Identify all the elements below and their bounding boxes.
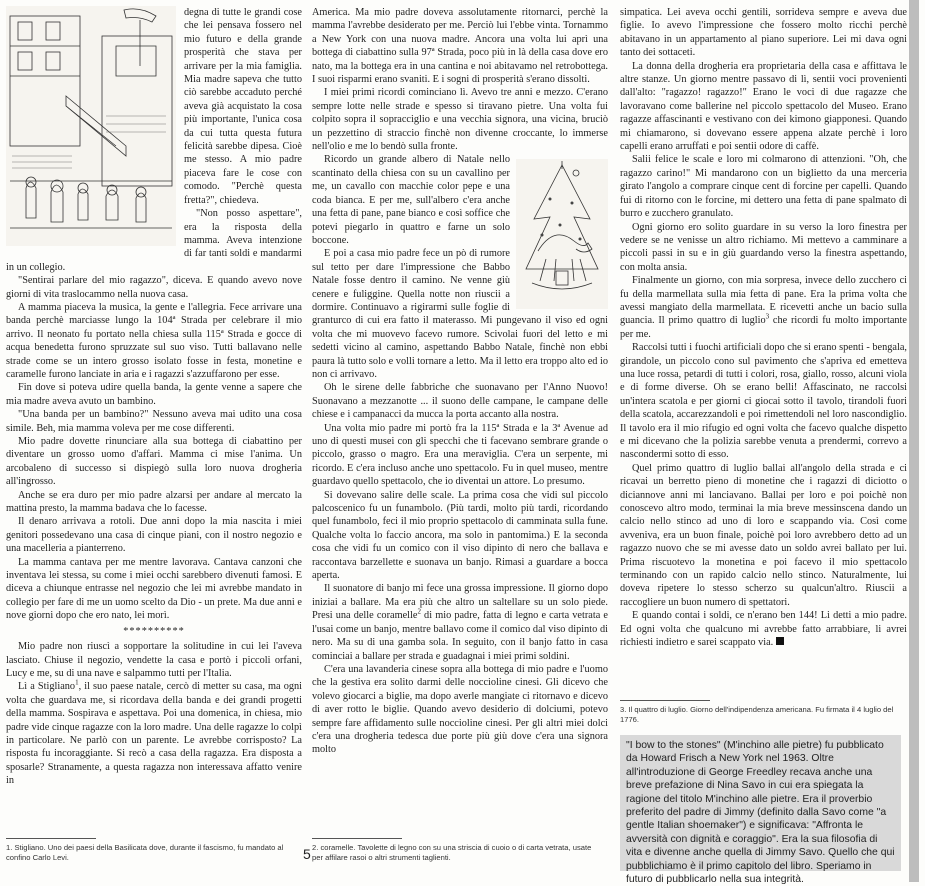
paragraph-text: che ricordi fu molto importante per me. xyxy=(620,315,907,340)
footnote-rule xyxy=(312,838,402,839)
paragraph-text: , il suo paese natale, cercò di metter su casa, ma ogni volta che guardava me, si ricordava della banda e dei grandi progetti della mamma. Sospirava e aspettava. Poi una domenica, in chiesa, mio padre vide cinque ragazze con la loro madre. Una delle ragazze lo colpì in particolare. Ne parlò con un parente. Le avrebbe corrisposto? La risposta fu incoraggiante. Si recò a casa della ragazza. Era disposta a sposarle? Stranamente, a questa ragazza non interessava affatto venire in xyxy=(6,681,302,787)
paragraph xyxy=(312,582,608,662)
footnote-ref: 1 xyxy=(75,678,79,687)
paragraph xyxy=(620,274,907,341)
footnote-2: 2. coramelle. Tavolette di legno con su una striscia di cuoio o di carta vetrata, usate per affilare rasoi o altri strumenti taglienti. xyxy=(312,843,592,862)
section-separator: ********** xyxy=(123,625,185,637)
paragraph: C'era una lavanderia cinese sopra alla bottega di mio padre e l'uomo che la gestiva era solito darmi delle noccioline cinesi. Gli dicevo che volevo giocarci a biglie, ma dopo averle mangiate ci ritornavo e dicevo di aver rotto le biglie. Quando avevo desiderio di dolciumi, potevo sempre fare affidamento sulle noccioline cinesi. Per gli altri miei dolci c'era una drogheria tedesca due porte più giù dove c'era una signora molto xyxy=(312,663,608,756)
page-number-left: 5 xyxy=(303,846,311,862)
column-1 xyxy=(6,6,302,788)
paragraph: "Una banda per un bambino?" Nessuno aveva mai udito una cosa simile. Beh, mia mamma voleva per me cose differenti. xyxy=(6,409,302,434)
book-info-text: "I bow to the stones" (M'inchino alle pietre) fu pubblicato da Howard Frisch a New York nel 1963. Oltre all'introduzione di George Freedley recava anche una breve prefazione di Nina Savo in cui era spiegata la ragione del titolo M'inchino alle pietre. Era il proverbio preferito del padre di Jimmy (definito dalla Savo come "a gentle Italian shoemaker") e significava: "Affronta le avversità con dignità e coraggio". Era la sua filosofia di vita e divenne anche quella di Jimmy Savo. Quello che qui pubblichiamo è il primo capitolo del libro. Speriamo in futuro di pubblicarlo nella sua integrità. xyxy=(626,740,895,886)
christmas-tree-rocking-horse-illustration xyxy=(516,159,608,309)
paragraph: degna di tutte le grandi cose che lei pensava fossero nel mio futuro e della grande prosperità che stava per arrivare per la mia famiglia. Mia madre sapeva che tutto ciò sarebbe accaduto perché aveva già acquistato la cosa più importante, l'unica cosa da cui tutta questa futura felicità sarebbe dipesa. Cioè me stesso. A mio padre piaceva fare le cose con comodo. "Perchè questa fretta?", chiedeva. xyxy=(184,7,302,206)
column-3 xyxy=(620,6,907,650)
footnote-rule xyxy=(6,838,96,839)
paragraph: Una volta mio padre mi portò fra la 115ª Strada e la 3ª Avenue ad uno di questi musei con gli specchi che ti facevano sembrare grande o piccolo, grasso o magro. Era una meraviglia. C'era un serpente, mi ricordo. E c'era incluso anche uno spettacolo. Fu in quel museo, mentre guardavo quello spettacolo, che io diventai un attore. Lo presumo. xyxy=(312,422,608,488)
paragraph xyxy=(620,609,907,649)
paragraph-text: Il suonatore di banjo mi fece una grossa impressione. Il giorno dopo iniziai a ballare. Ma era più che altro un saltellare su un solo piede. Presi una delle coramelle xyxy=(312,583,608,622)
paragraph-text: di mio padre, fatta di legno e carta vetrata e l'usai come un banjo, mentre ballavo come il comico dal viso dipinto di nero. Ma su di una gamba sola. In seguito, con il banjo fatto in casa cominciai a ballare per strada e guadagnai i miei primi soldini. xyxy=(312,610,608,662)
paragraph: America. Ma mio padre doveva assolutamente ritornarci, perchè la mamma l'avrebbe desiderato per me. Perciò lui l'ebbe vinta. Tornammo a New York con una nuova madre. Ancora una volta lui aprì una bottega di ciabattino sulla 97ª Strada, poco più in là della casa dove ero nato, ma la bottega era in una cantina e noi abitavamo nel retrobottega. I suoi risparmi erano svaniti. E i sogni di prosperità s'erano dissolti. xyxy=(312,7,608,86)
paragraph: simpatica. Lei aveva occhi gentili, sorrideva sempre e aveva due figlie. Io avevo l'impressione che fossero molto ricchi perchè abitavano in un appartamento al piano superiore. Lei mi dava ogni tanto dei sottaceti. xyxy=(620,7,907,59)
book-info-box xyxy=(620,735,901,886)
paragraph-text: Finalmente un giorno, con mia sorpresa, invece dello zucchero ci fu della marmellata sulla mia fetta di pane. Era la prima volta che avessi mangiato della marmellata. E ricevetti anche un bacio sulla guancia. Il primo quattro di luglio xyxy=(620,275,907,327)
paragraph: Ricordo un grande albero di Natale nello scantinato della chiesa con su un cavallino per me, un cavallo con macchie color pepe e una coda bianca. E per me, sull'albero c'era anche una fetta di pane, pane bianco e così soffice che potevi piegarlo in quattro e farne un solo boccone. xyxy=(312,154,510,246)
footnote-rule xyxy=(620,700,710,701)
paragraph: La mamma cantava per me mentre lavorava. Cantava canzoni che inventava lei stessa, su come i miei occhi sarebbero divenuti famosi. E diceva a chiunque entrasse nel negozio che lei mi avrebbe mandato in collegio per fare di me un uomo scelto da Dio - un prete. Ma due anni e nove giorni dopo che ero nato, lei morì. xyxy=(6,556,302,622)
paragraph xyxy=(6,680,302,787)
paragraph: Salii felice le scale e loro mi colmarono di attenzioni. "Oh, che ragazzo carino!" Mi mandarono con un biglietto da una merceria girato l'angolo a comprare cinque cent di forcine per capelli. Quando fui di ritorno con le forcine, mi dettero una fetta di pane spalmato di burro e zucchero granulato. xyxy=(620,154,907,220)
paragraph: Oh le sirene delle fabbriche che suonavano per l'Anno Nuovo! Suonavano a mezzanotte ... il suono delle campane, le campane delle chiese e i campanacci da mucca la porta accanto alla nostra. xyxy=(312,382,608,421)
paragraph: Mio padre non riuscì a sopportare la solitudine in cui lei l'aveva lasciato. Chiuse il negozio, vendette la casa e portò i piccoli orfani, Lucy e me, su di una nave e salpammo tutti per l'Italia. xyxy=(6,641,302,679)
paragraph: A mamma piaceva la musica, la gente e l'allegria. Fece arrivare una banda perchè marciasse lungo la 104ª Strada per celebrare il mio arrivo. Il neonato fu portato nella chiesa sulla 115ª Strada e gocce di acqua benedetta furono spruzzate sul suo viso. Tutti ballavano nelle strade come se un intero grosso isolato fosse in festa, monetine e caramelle furono lanciate in aria e i ragazzi s'azzuffarono per esse. xyxy=(6,301,302,380)
tenement-street-illustration xyxy=(6,6,176,246)
paragraph: Anche se era duro per mio padre alzarsi per andare al mercato la mattina presto, la mamma badava che lo facesse. xyxy=(6,489,302,515)
paragraph: Si dovevano salire delle scale. La prima cosa che vidi sul piccolo palcoscenico fu un funambolo. (Più tardi, molto più tardi, ricordando quel funambolo, feci il mio proprio spettacolo di camminata sulla fune. Qualche volta lo faccio ancora, ma solo in pantomima.) E la seconda cosa che vidi fu un comico con il viso dipinto di nero che ballava e raccontava barzellette e suonava un banjo. Rimasi a guardare a bocca aperta. xyxy=(312,489,608,582)
paragraph: "Non posso aspettare", era la risposta della mamma. Aveva intenzione di far tanti soldi e mandarmi in un collegio. xyxy=(6,208,302,273)
footnote-ref: 2 xyxy=(417,607,421,616)
page-edge-strip xyxy=(909,0,919,882)
footnote-ref: 3 xyxy=(765,312,770,321)
paragraph: La donna della drogheria era proprietaria della casa e affittava le altre stanze. Un giorno mentre passavo di lì, sentii voci provenienti dall'alto: "ragazzo! ragazzo!" Erano le voci di due ragazze che lavoravano come ballerine nel piccolo spettacolo del Museo. Erano ragazze affascinanti e vestivano con dei kimono giapponesi. Quando mi chiamarono, si dovevano essere appena alzate perchè i loro capelli erano arruffati e poi sentii odore di caffè. xyxy=(620,60,907,153)
paragraph: Ogni giorno ero solito guardare in su verso la loro finestra per vedere se ne venisse un altro richiamo. Mi mettevo a camminare a piccoli passi in su e in giù guardando verso la finestra aspettando, con molta ansia. xyxy=(620,221,907,273)
paragraph: I miei primi ricordi cominciano lì. Avevo tre anni e mezzo. C'erano sempre lotte nelle strade e spesso si tiravano pietre. Una volta fui colpito sopra il sopracciglio e una vecchia signora, una vicina, bruciò un pezzettino di straccio finchè non divenne croccante, lo immerse nell'olio e me lo bendò sulla fronte. xyxy=(312,87,608,153)
paragraph-text: E quando contai i soldi, ce n'erano ben 144! Li detti a mio padre. Ed ogni volta che qualcuno mi avrebbe fatto arrabbiare, li avrei richiesti indietro e sarei scappato via. xyxy=(620,610,907,649)
end-of-article-mark xyxy=(776,637,784,645)
paragraph: Quel primo quattro di luglio ballai all'angolo della strada e ci ricavai un berretto pieno di monetine che i ragazzi di diciotto o diciannove anni mi lanciavano. Ballai per loro e poi poichè non conoscevo altro modo, terminai la mia breve messinscena dando un calcio nello stinco ad uno di loro e scappando via. Così come avveniva, era un buon finale, poichè poi loro avrebbero detto ad un ragazzo nuovo che se mi avesse dato un soldo avrei ballato per lui. Prima riscuotevo la monetina e poi facevo il mio spettacolo terminando con un rapido calcio nello stinco. Naturalmente, lui doveva ripetere lo stesso scherzo su qualcun'altro. Riuscii a raccogliere un buon numero di spettatori. xyxy=(620,462,907,608)
paragraph: Raccolsi tutti i fuochi artificiali dopo che si erano spenti - bengala, girandole, un piccolo cono sul pavimento che s'apriva ed emetteva una luce rossa, petardi di tutti i colori, rosa, giallo, rosso, alcuni viola e di forme diverse. Oh se erano belli! Affascinato, ne raccolsi un'intera scatola e per giorni ci giocai sotto il tavolo, tirandoli fuori della scatola, accarezzandoli e poi rimettendoli nel loro nascondiglio. Il tavolo era il mio rifugio ed ogni volta che facevo qualche dispetto e mi dicevano che la polizia sarebbe venuta a prendermi, correvo a nascondermi sotto di esso. xyxy=(620,342,907,461)
paragraph: "Sentirai parlare del mio ragazzo", diceva. E quando avevo nove giorni di vita traslocammo nella nuova casa. xyxy=(6,275,302,300)
paragraph: Mio padre dovette rinunciare alla sua bottega di ciabattino per diventare un grosso uomo d'affari. Mamma ci mise l'anima. Un arcobaleno di successo si dispiegò sulla loro nuova drogheria all'ingrosso. xyxy=(6,436,302,488)
paragraph-text: Lì a Stigliano xyxy=(18,681,76,693)
footnote-1: 1. Stigliano. Uno dei paesi della Basilicata dove, durante il fascismo, fu mandato al confino Carlo Levi. xyxy=(6,843,284,862)
paragraph: E poi a casa mio padre fece un pò di rumore sul tetto per dare l'impressione che Babbo Natale fosse dentro il camino. Ne venne giù cenere e fuliggine. Quella notte non riuscii a dormire. Continuavo a rigirarmi sulle foglie di granturco di cui era fatto il materasso. Mi pungevano il viso ed ogni volta che mi muovevo facevo rumore. Scivolai fuori del letto e mi sedetti vicino al camino, aspettando Babbo Natale, finchè non ebbi paura là tutto solo e volli tornare a letto. Ma il letto era troppo alto ed io non ci arrivavo. xyxy=(312,248,608,380)
footnote-3: 3. Il quattro di luglio. Giorno dell'indipendenza americana. Fu firmata il 4 luglio del 1776. xyxy=(620,705,894,724)
paragraph: Fin dove si poteva udire quella banda, la gente venne a sapere che mia madre aveva avuto un bambino. xyxy=(6,382,302,407)
column-2 xyxy=(312,6,608,757)
paragraph: Il denaro arrivava a rotoli. Due anni dopo la mia nascita i miei genitori possedevano una casa di cinque piani, con il nostro negozio e una macelleria a pianterreno. xyxy=(6,516,302,555)
